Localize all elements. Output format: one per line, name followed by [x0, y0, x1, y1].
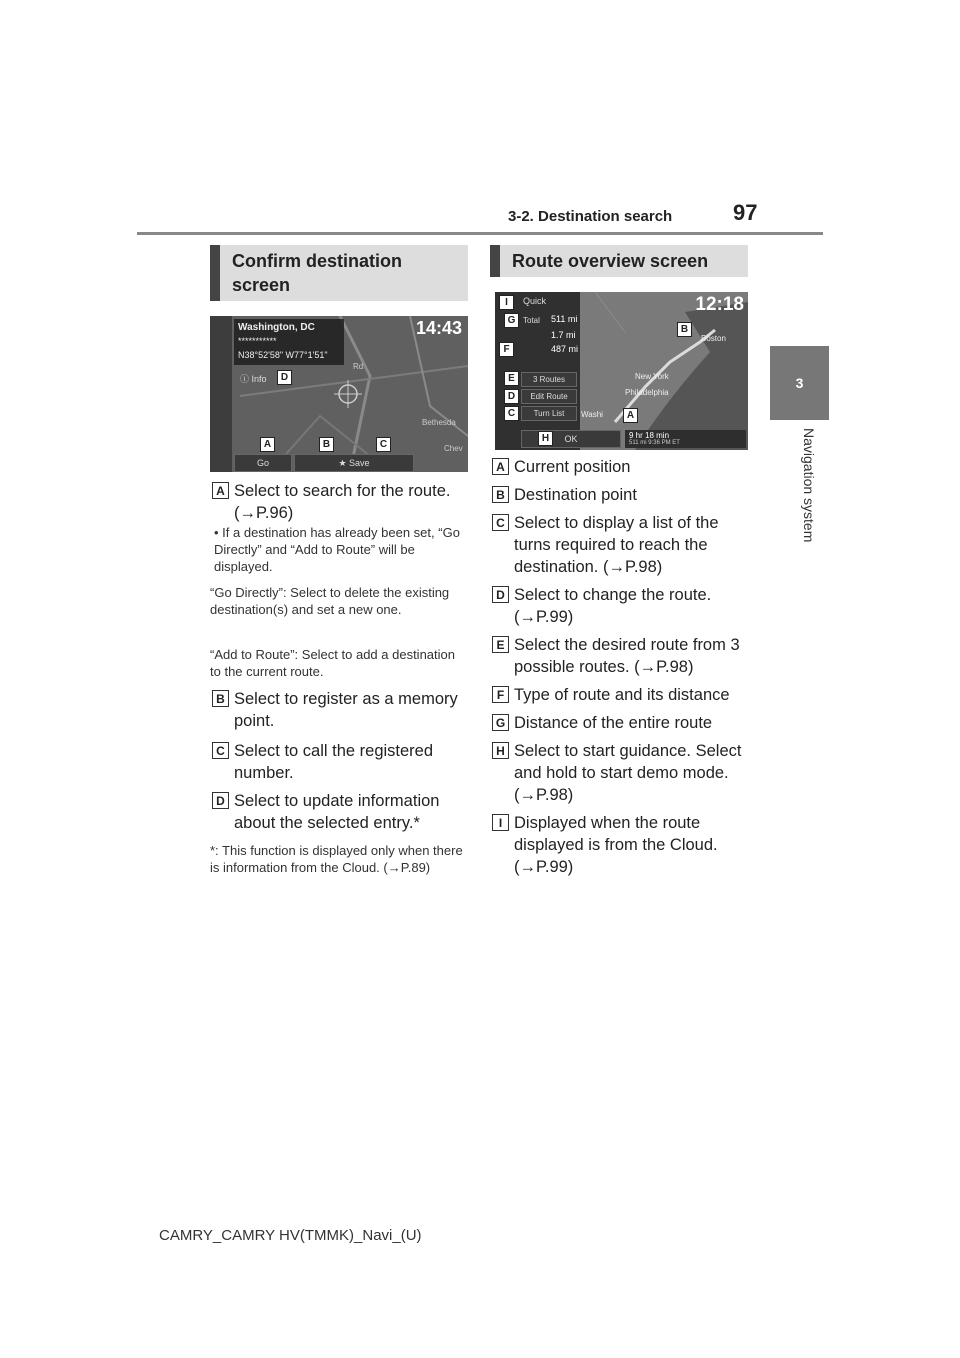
- map-label: Philadelphia: [625, 388, 669, 397]
- header-rule: [137, 232, 823, 235]
- chapter-label-text: Navigation system: [801, 428, 817, 543]
- star-icon: ★: [338, 458, 350, 468]
- item-label-b: B: [492, 486, 509, 503]
- callout-c: C: [504, 406, 519, 421]
- item-label-c: C: [492, 514, 509, 531]
- total-distance: 511 mi: [551, 314, 578, 324]
- item-text-i: Displayed when the route displayed is from the Cloud. (→P.99): [514, 814, 718, 876]
- route-type-quick: Quick: [523, 296, 547, 306]
- confirm-destination-screenshot: [210, 316, 468, 472]
- item-text-g: Distance of the entire route: [514, 714, 713, 732]
- info-button-label: Info: [251, 374, 267, 384]
- edit-route-button[interactable]: Edit Route: [521, 389, 577, 404]
- right-item-g: [492, 712, 754, 736]
- destination-name: Washington, DC: [238, 322, 315, 333]
- eta-sub: 511 mi 9:36 PM ET: [629, 440, 680, 446]
- item-text-b: Destination point: [514, 486, 637, 504]
- distance-2: 487 mi: [551, 344, 579, 354]
- item-text-h: Select to start guidance. Select and hold to start demo mode. (→P.98): [514, 742, 742, 804]
- go-directly-note: “Go Directly”: Select to delete the existing destination(s) and set a new one.: [210, 585, 450, 617]
- left-item-b: [212, 688, 474, 734]
- item-label-e: E: [492, 636, 509, 653]
- item-text-c: Select to display a list of the turns required to reach the destination. (→P.98): [514, 514, 719, 576]
- callout-d: D: [277, 370, 292, 385]
- turn-list-button[interactable]: Turn List: [521, 406, 577, 421]
- item-label-h: H: [492, 742, 509, 759]
- right-item-e: [492, 634, 754, 680]
- item-text-a: Select to search for the route. (→P.96): [234, 482, 451, 522]
- go-button[interactable]: Go: [234, 454, 292, 472]
- left-item-a: [212, 480, 474, 526]
- destination-address: ***********: [238, 336, 277, 346]
- item-label-a: A: [212, 482, 229, 499]
- distance-1: 1.7 mi: [551, 330, 576, 340]
- item-label-a: A: [492, 458, 509, 475]
- item-text-c: Select to call the registered number.: [234, 742, 434, 782]
- map-label: Boston: [701, 334, 726, 343]
- right-item-c: [492, 512, 754, 580]
- item-label-d: D: [212, 792, 229, 809]
- footnote: *: This function is displayed only when there is information from the Cloud. (→P.89): [210, 843, 463, 875]
- total-label: Total: [523, 316, 540, 325]
- info-button[interactable]: [240, 372, 267, 385]
- callout-a: A: [260, 437, 275, 452]
- callout-a: A: [623, 408, 638, 423]
- item-text-f: Type of route and its distance: [514, 686, 730, 704]
- callout-b: B: [677, 322, 692, 337]
- save-button[interactable]: [294, 454, 414, 472]
- item-label-g: G: [492, 714, 509, 731]
- item-label-d: D: [492, 586, 509, 603]
- callout-d: D: [504, 389, 519, 404]
- item-text-a: Current position: [514, 458, 631, 476]
- section-title: 3-2. Destination search: [508, 208, 673, 225]
- callout-b: B: [319, 437, 334, 452]
- callout-g: G: [504, 313, 519, 328]
- ok-button[interactable]: OK: [521, 430, 621, 448]
- right-item-b: [492, 484, 754, 508]
- three-routes-button[interactable]: 3 Routes: [521, 372, 577, 387]
- chapter-tab: 3: [770, 346, 829, 420]
- map-label: Chev: [444, 444, 463, 453]
- item-text-d: Select to change the route. (→P.99): [514, 586, 712, 626]
- item-label-i: I: [492, 814, 509, 831]
- map-label: Washi: [581, 410, 603, 419]
- destination-info-panel: [234, 319, 344, 365]
- callout-i: I: [499, 295, 514, 310]
- confirm-destination-heading: Confirm destination screen: [210, 245, 468, 301]
- item-text-b: Select to register as a memory point.: [234, 690, 458, 730]
- item-label-f: F: [492, 686, 509, 703]
- map-label: Rd: [353, 362, 364, 371]
- info-icon: ⓘ: [240, 374, 252, 384]
- item-text-e: Select the desired route from 3 possible routes. (→P.98): [514, 636, 740, 676]
- right-item-a: [492, 456, 754, 480]
- right-item-d: [492, 584, 754, 630]
- save-button-label: Save: [349, 458, 370, 468]
- eta-time: 9 hr 18 min: [629, 431, 670, 440]
- callout-e: E: [504, 371, 519, 386]
- destination-coordinates: N38°52'58" W77°1'51": [238, 350, 328, 360]
- clock: 12:18: [695, 294, 744, 315]
- clock: 14:43: [415, 318, 462, 338]
- right-item-h: [492, 740, 754, 808]
- item-label-b: B: [212, 690, 229, 707]
- eta-panel: [625, 430, 746, 448]
- page-number: 97: [733, 200, 758, 225]
- callout-h: H: [538, 431, 553, 446]
- item-text-d: Select to update information about the selected entry.*: [234, 792, 440, 832]
- chapter-label: [799, 428, 817, 588]
- right-item-f: [492, 684, 754, 708]
- add-to-route-note: “Add to Route”: Select to add a destination to the current route.: [210, 647, 455, 679]
- route-overview-heading: Route overview screen: [490, 245, 748, 277]
- route-overview-screenshot: [495, 292, 748, 450]
- bullet-note: • If a destination has already been set, “Go Directly” and “Add to Route” will be displayed.: [214, 525, 460, 574]
- callout-f: F: [499, 342, 514, 357]
- map-label: New York: [635, 372, 669, 381]
- left-item-c: [212, 740, 474, 786]
- map-label: Bethesda: [422, 418, 456, 427]
- callout-c: C: [376, 437, 391, 452]
- right-item-i: [492, 812, 754, 880]
- document-footer: CAMRY_CAMRY HV(TMMK)_Navi_(U): [159, 1227, 422, 1244]
- item-label-c: C: [212, 742, 229, 759]
- left-item-d: [212, 790, 474, 836]
- left-icon-rail: [210, 316, 232, 472]
